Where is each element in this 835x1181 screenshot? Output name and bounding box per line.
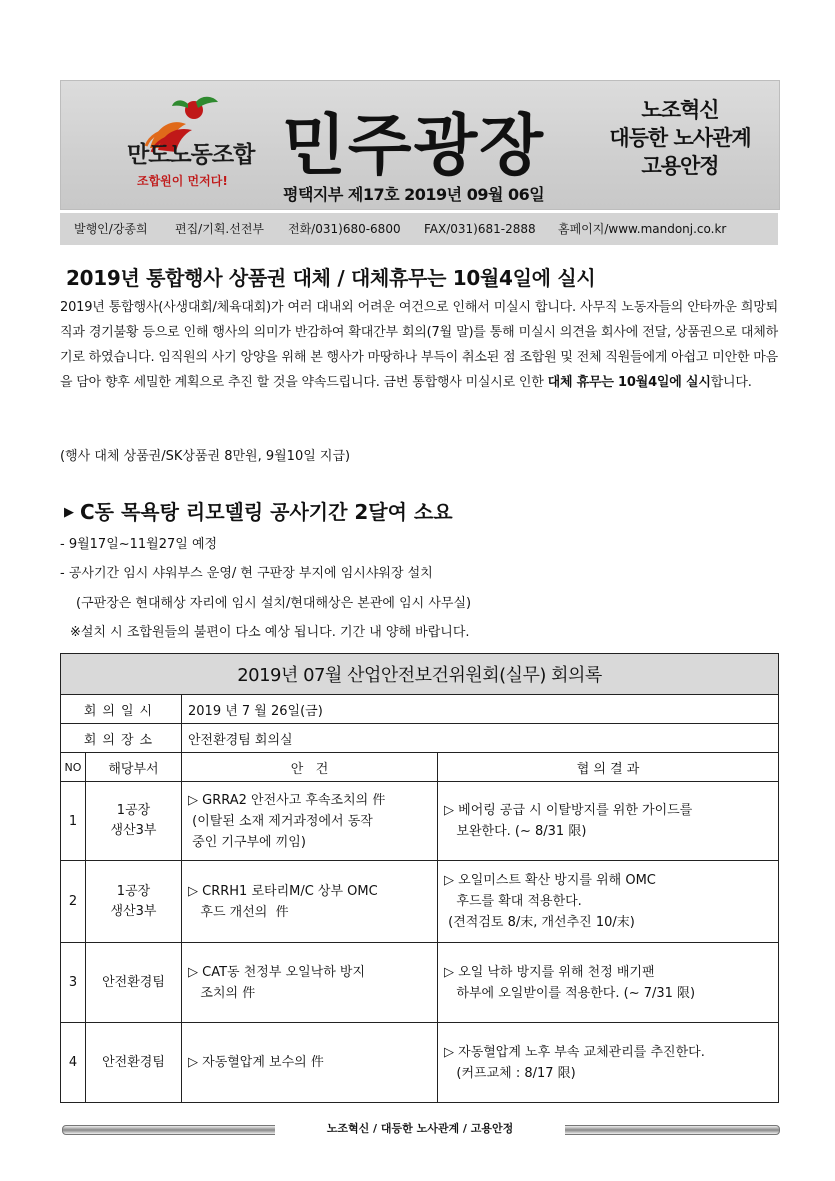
row-dept: 1공장 생산3부: [86, 861, 182, 943]
table-row: [61, 782, 779, 861]
issue-info: 평택지부 제17호 2019년 09월 06일: [283, 185, 545, 204]
row-result: ▷ 오일 낙하 방지를 위해 천정 배기팬 하부에 오일받이를 적용한다. (~ 7/31 限): [438, 943, 779, 1023]
article1-body-text: 2019년 통합행사(사생대회/체육대회)가 여러 대내외 어려운 여건으로 인해서 미실시 합니다. 사무직 노동자들의 안타까운 희망퇴직과 경기불황 등으로 인해 행사의 의미가 반감하여 확대간부 회의(7월 말)를 통해 미실시 의견을 회사에 전달, 상품권으로 대체하기로 하였습니다. 임직원의 사기 앙양을 위해 본 행사가 마땅하나 부득이 취소된 점 조합원 및 전체 직원들에게 아쉽고 미안한 마음을 담아 향후 세밀한 계획으로 추진 할 것을 약속드립니다. 금번 통합행사 미실시로 인한: [60, 300, 778, 390]
article1-body-bold: 대체 휴무는 10월4일에 실시: [547, 375, 711, 390]
table-header-row: [61, 753, 779, 782]
homepage-link[interactable]: 홈페이지/www.mandonj.co.kr: [558, 222, 727, 236]
row-agenda: ▷ 자동혈압계 보수의 件: [182, 1023, 438, 1103]
article1-headline: 2019년 통합행사 상품권 대체 / 대체휴무는 10월4일에 실시: [66, 266, 596, 290]
article2-bullet-3: (구판장은 현대해상 자리에 임시 설치/현대해상은 본관에 임시 사무실): [76, 596, 472, 611]
row-agenda: ▷ CAT동 천정부 오일낙하 방지 조치의 件: [182, 943, 438, 1023]
meeting-date-label: 회의일시: [61, 695, 182, 724]
minutes-table-container: [60, 653, 778, 1103]
triangle-marker-icon: ▶: [64, 505, 74, 520]
col-header-result: 협 의 결 과: [438, 753, 779, 782]
article2-headline-text: C동 목욕탕 리모델링 공사기간 2달여 소요: [80, 500, 453, 524]
row-agenda: ▷ GRRA2 안전사고 후속조치의 件 (이탈된 소재 제거과정에서 동작 중인 기구부에 끼임): [182, 782, 438, 861]
publisher: 발행인/강종희: [74, 222, 148, 236]
row-result: ▷ 오일미스트 확산 방지를 위해 OMC 후드를 확대 적용한다. (견적검토 8/末, 개선추진 10/末): [438, 861, 779, 943]
article1-body-end: 합니다.: [710, 375, 752, 390]
row-no: 3: [61, 943, 86, 1023]
table-row: [61, 861, 779, 943]
minutes-table: [60, 653, 779, 1103]
row-agenda: ▷ CRRH1 로타리M/C 상부 OMC 후드 개선의 件: [182, 861, 438, 943]
article2-bullet-4: ※설치 시 조합원들의 불편이 다소 예상 됩니다. 기간 내 양해 바랍니다.: [70, 625, 470, 640]
meeting-place-value: 안전환경팀 회의실: [182, 724, 779, 753]
slogan-line-1: 노조혁신: [641, 98, 719, 122]
publisher-info-bar: [60, 213, 778, 245]
article2-headline: [64, 496, 453, 525]
row-result: ▷ 자동혈압계 노후 부속 교체관리를 추진한다. (커프교체 : 8/17 限): [438, 1023, 779, 1103]
union-logo: [82, 96, 255, 196]
row-no: 1: [61, 782, 86, 861]
slogan-line-3: 고용안정: [641, 154, 719, 178]
col-header-agenda: 안 건: [182, 753, 438, 782]
col-header-no: NO: [61, 753, 86, 782]
phone: 전화/031)680-6800: [288, 222, 401, 236]
article1-body: [60, 295, 778, 395]
row-no: 2: [61, 861, 86, 943]
footer-banner: [62, 1120, 778, 1138]
table-row: [61, 1023, 779, 1103]
logo-slogan: 조합원이 먼저다!: [137, 174, 228, 188]
slogan-box: [590, 96, 770, 180]
article1-note: (행사 대체 상품권/SK상품권 8만원, 9월10일 지급): [60, 449, 351, 464]
col-header-dept: 해당부서: [86, 753, 182, 782]
footer-slogan: 노조혁신 / 대등한 노사관계 / 고용안정: [275, 1120, 565, 1138]
row-no: 4: [61, 1023, 86, 1103]
fax: FAX/031)681-2888: [424, 222, 536, 236]
row-dept: 안전환경팀: [86, 1023, 182, 1103]
row-dept: 1공장 생산3부: [86, 782, 182, 861]
slogan-line-2: 대등한 노사관계: [609, 126, 751, 150]
row-dept: 안전환경팀: [86, 943, 182, 1023]
article2-bullet-1: - 9월17일~11월27일 예정: [60, 537, 218, 552]
meeting-date-value: 2019 년 7 월 26일(금): [182, 695, 779, 724]
logo-name: 만도노동조합: [127, 141, 255, 168]
minutes-title: 2019년 07월 산업안전보건위원회(실무) 회의록: [61, 654, 779, 695]
editor: 편집/기획.선전부: [175, 222, 265, 236]
newspaper-title: 민주광장: [282, 107, 546, 184]
article2-bullet-2: - 공사기간 임시 샤워부스 운영/ 현 구판장 부지에 임시샤워장 설치: [60, 566, 433, 581]
table-row: [61, 943, 779, 1023]
row-result: ▷ 베어링 공급 시 이탈방지를 위한 가이드를 보완한다. (~ 8/31 限): [438, 782, 779, 861]
meeting-place-label: 회의장소: [61, 724, 182, 753]
